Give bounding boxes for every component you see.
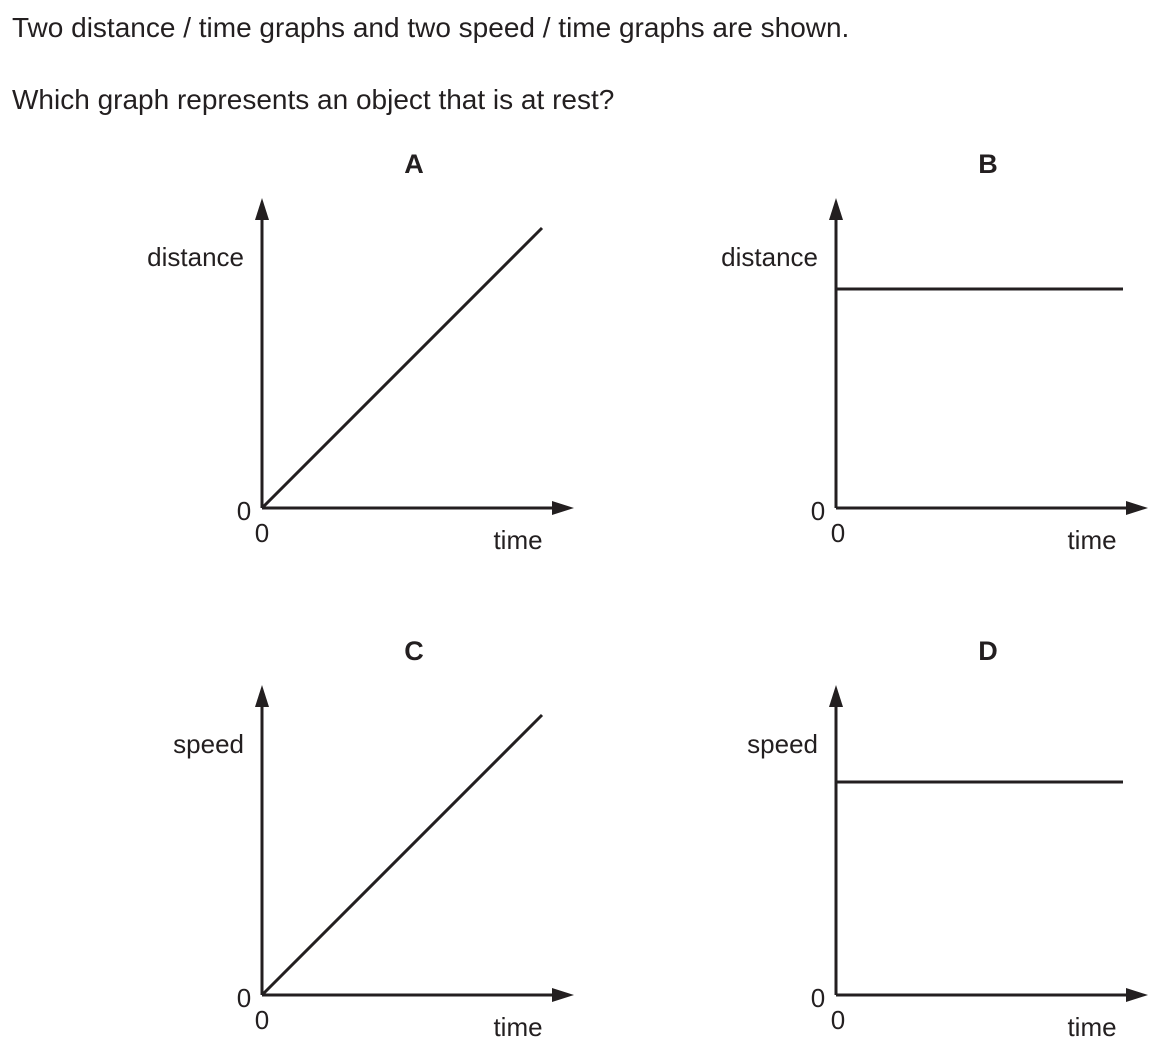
graph-label: A [404, 149, 424, 179]
y-origin-label: 0 [236, 496, 252, 526]
x-axis-arrow-icon [552, 988, 574, 1002]
y-axis-label: distance [147, 242, 244, 272]
graph-a [147, 149, 574, 555]
graph-label: C [404, 636, 424, 666]
graph-d [747, 636, 1148, 1042]
graph-line [262, 228, 542, 508]
graph-label: D [978, 636, 998, 666]
x-axis-arrow-icon [1126, 988, 1148, 1002]
graph-b [721, 149, 1148, 555]
question-line-1: Two distance / time graphs and two speed / time graphs are shown. [12, 12, 850, 43]
x-origin-label: 0 [830, 518, 846, 548]
y-axis-label: speed [747, 729, 818, 759]
y-origin-label: 0 [236, 983, 252, 1013]
x-axis-arrow-icon [1126, 501, 1148, 515]
y-axis-arrow-icon [829, 685, 843, 707]
graph-label: B [978, 149, 998, 179]
y-axis-arrow-icon [255, 198, 269, 220]
x-origin-label: 0 [254, 1005, 270, 1035]
y-axis-arrow-icon [255, 685, 269, 707]
graph-line [262, 715, 542, 995]
x-origin-label: 0 [254, 518, 270, 548]
y-origin-label: 0 [810, 496, 826, 526]
x-origin-label: 0 [830, 1005, 846, 1035]
x-axis-label: time [1067, 525, 1117, 555]
y-axis-label: distance [721, 242, 818, 272]
x-axis-arrow-icon [552, 501, 574, 515]
y-axis-label: speed [173, 729, 244, 759]
y-origin-label: 0 [810, 983, 826, 1013]
graph-c [173, 636, 574, 1042]
x-axis-label: time [493, 1012, 543, 1042]
x-axis-label: time [493, 525, 543, 555]
x-axis-label: time [1067, 1012, 1117, 1042]
question-line-2: Which graph represents an object that is at rest? [12, 84, 615, 115]
y-axis-arrow-icon [829, 198, 843, 220]
